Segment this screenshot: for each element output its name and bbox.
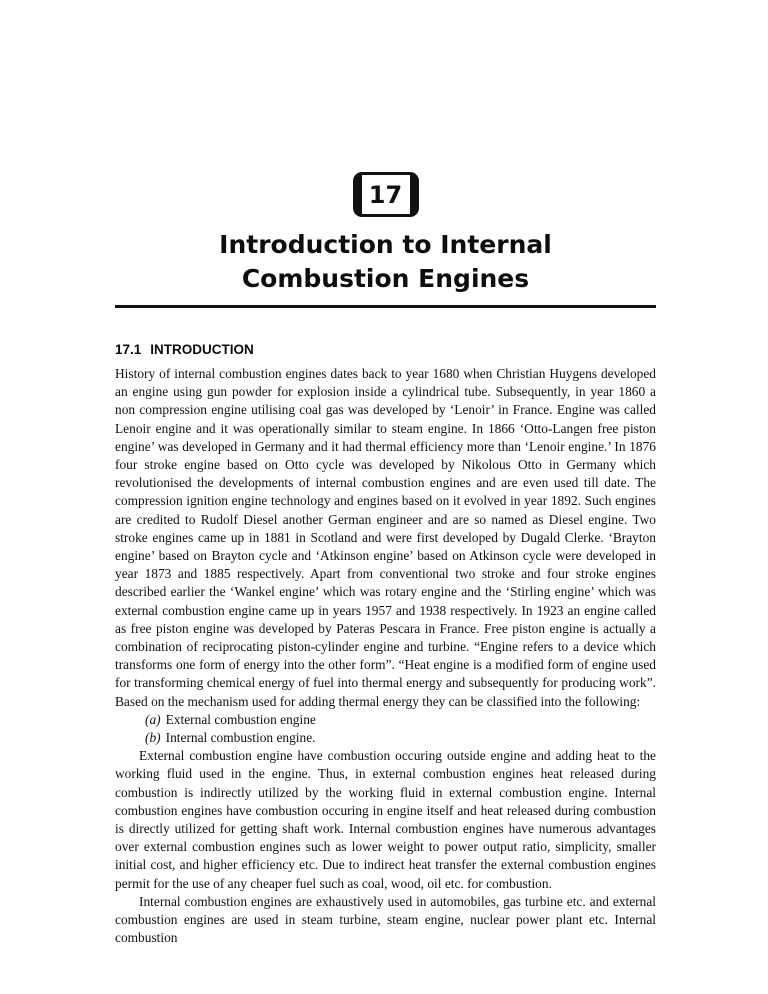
chapter-number: 17	[368, 180, 403, 209]
chapter-title-line2: Combustion Engines	[241, 264, 530, 293]
page-content	[115, 0, 656, 948]
list-item-text: Internal combustion engine.	[165, 730, 316, 746]
list-item	[145, 711, 656, 729]
title-rule-divider	[115, 305, 656, 308]
intro-paragraph: History of internal combustion engines dates back to year 1680 when Christian Huygens developed an engine using gun powder for explosion inside a cylindrical tube. Subsequently, in year 1860 a non compression engine utilising coal gas was developed by ‘Lenoir’ in France. Engine was called Lenoir engine and it was operationally similar to steam engine. In 1866 ‘Otto-Langen free piston engine’ was developed in Germany and it had thermal efficiency more than ‘Lenoir engine.’ In 1876 four stroke engine based on Otto cycle was developed by Nikolous Otto in Germany which revolutionised the developments of internal combustion engines and are even used till date. The compression ignition engine technology and engines based on it evolved in year 1892. Such engines are credited to Rudolf Diesel another German engineer and are so named as Diesel engine. Two stroke engines came up in 1881 in Scotland and were first developed by Dugald Clerke. ‘Brayton engine’ based on Brayton cycle and ‘Atkinson engine’ based on Atkinson cycle were developed in year 1873 and 1885 respectively. Apart from conventional two stroke and four stroke engines described earlier the ‘Wankel engine’ which was rotary engine and the ‘Stirling engine’ which was external combustion engine came up in years 1957 and 1938 respectively. In 1923 an engine called as free piston engine was developed by Pateras Pescara in France. Free piston engine is actually a combination of reciprocating piston-cylinder engine and turbine. “Engine refers to a device which transforms one form of energy into the other form”. “Heat engine is a modified form of engine used for transforming chemical energy of fuel into thermal energy and subsequently for producing work”. Based on the mechanism used for adding thermal energy they can be classified into the following:	[115, 366, 656, 709]
classification-list	[145, 711, 656, 747]
chapter-title	[115, 228, 656, 296]
list-item	[145, 729, 656, 747]
chapter-number-badge	[353, 172, 419, 217]
usage-paragraph: Internal combustion engines are exhaustively used in automobiles, gas turbine etc. and external combustion engines are used in steam turbine, steam engine, nuclear power plant etc. Internal combustion	[115, 893, 656, 946]
body-text	[115, 365, 656, 948]
list-item-text: External combustion engine	[165, 711, 316, 727]
list-item-marker: (b)	[145, 730, 161, 746]
list-item-marker: (a)	[145, 711, 161, 727]
section-heading-number: 17.1	[115, 342, 142, 357]
chapter-title-line1: Introduction to Internal	[219, 230, 552, 259]
section-heading-label: INTRODUCTION	[150, 342, 254, 357]
external-combustion-paragraph: External combustion engine have combustion occuring outside engine and adding heat to the working fluid used in the engine. Thus, in external combustion engines heat released during combustion is indirectly utilized by the working fluid in external combustion engine. Internal combustion engines have combustion occuring in engine itself and heat released during combustion is directly utilized for getting shaft work. Internal combustion engines have numerous advantages over external combustion engines such as lower weight to power output ratio, simplicity, smaller initial cost, and higher efficiency etc. Due to indirect heat transfer the external combustion engines permit for the use of any cheaper fuel such as coal, wood, oil etc. for combustion.	[115, 748, 656, 891]
section-heading	[115, 342, 656, 357]
